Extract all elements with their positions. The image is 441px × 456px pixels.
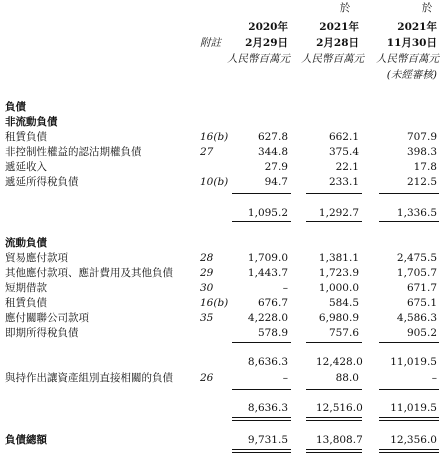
row-value: –: [282, 282, 288, 294]
row-value: 6,980.9: [318, 312, 359, 324]
row-value: 1,709.0: [247, 252, 288, 264]
double-rule: [232, 417, 291, 421]
row-label: 其他應付款項、應計費用及其他負債: [5, 267, 173, 279]
double-rule: [306, 449, 362, 453]
row-value: 578.9: [257, 327, 288, 339]
current-subtotal: 12,428.0: [316, 356, 363, 368]
row-value: 584.5: [328, 297, 359, 309]
liabilities-title: 負債: [5, 101, 26, 113]
rule: [232, 342, 291, 343]
row-value: 905.2: [406, 327, 437, 339]
row-label: 應付關聯公司款項: [5, 312, 89, 324]
rule: [379, 221, 439, 222]
row-value: 1,705.7: [396, 267, 437, 279]
header-unit-col2: 人民幣百萬元: [301, 53, 364, 65]
noncurrent-title: 非流動負債: [5, 116, 58, 128]
row-value: 1,723.9: [318, 267, 359, 279]
row-value: 94.7: [264, 176, 288, 188]
row-label: 短期借款: [5, 282, 47, 294]
row-value: 4,228.0: [247, 312, 288, 324]
row-label: 遞延所得稅負債: [5, 176, 79, 188]
noncurrent-total: 1,095.2: [247, 207, 288, 219]
rule: [379, 193, 439, 194]
header-extra-col3: (未經審核): [386, 69, 437, 81]
row-value: 375.4: [328, 146, 359, 158]
grand-total-label: 負債總額: [5, 434, 47, 446]
row-value: 27.9: [264, 161, 288, 173]
current-total: 12,516.0: [316, 402, 363, 414]
row-note: 30: [200, 282, 214, 294]
row-value: –: [282, 372, 288, 384]
header-unit-col1: 人民幣百萬元: [227, 53, 290, 65]
row-value: 22.1: [335, 161, 359, 173]
rule: [379, 389, 439, 390]
row-note: 29: [200, 267, 214, 279]
header-date-col3: 11月30日: [386, 37, 437, 49]
row-value: 1,000.0: [318, 282, 359, 294]
current-subtotal: 11,019.5: [390, 356, 437, 368]
header-unit-col3: 人民幣百萬元: [376, 53, 439, 65]
row-value: 671.7: [406, 282, 437, 294]
grand-total-value: 12,356.0: [390, 434, 437, 446]
rule: [306, 221, 362, 222]
row-value: 1,443.7: [247, 267, 288, 279]
row-label: 非控制性權益的認沽期權負債: [5, 146, 142, 158]
row-label: 遞延收入: [5, 161, 47, 173]
row-value: –: [431, 372, 437, 384]
rule: [232, 193, 291, 194]
row-label: 貿易應付款項: [5, 252, 68, 264]
double-rule: [379, 417, 439, 421]
row-note: 27: [200, 146, 214, 158]
row-value: 398.3: [406, 146, 437, 158]
row-note: 10(b): [200, 176, 229, 188]
row-label: 租賃負債: [5, 131, 47, 143]
row-value: 757.6: [328, 327, 359, 339]
row-value: 1,381.1: [318, 252, 359, 264]
row-value: 17.8: [413, 161, 437, 173]
row-value: 88.0: [335, 372, 359, 384]
row-value: 707.9: [406, 131, 437, 143]
row-label: 即期所得稅負債: [5, 327, 79, 339]
header-year-col1: 2020年: [248, 21, 288, 33]
row-value: 662.1: [328, 131, 359, 143]
header-year-col3: 2021年: [397, 21, 437, 33]
grand-total-value: 13,808.7: [316, 434, 363, 446]
row-value: 4,586.3: [396, 312, 437, 324]
row-label: 租賃負債: [5, 297, 47, 309]
header-date-col1: 2月29日: [245, 37, 288, 49]
row-value: 676.7: [257, 297, 288, 309]
double-rule: [379, 449, 439, 453]
double-rule: [306, 417, 362, 421]
row-note: 35: [200, 312, 214, 324]
rule: [379, 342, 439, 343]
row-value: 675.1: [406, 297, 437, 309]
double-rule: [232, 449, 291, 453]
rule: [232, 389, 291, 390]
header-yu-2: 於: [421, 2, 433, 14]
rule: [232, 221, 291, 222]
current-subtotal: 8,636.3: [247, 356, 288, 368]
noncurrent-total: 1,292.7: [318, 207, 359, 219]
rule: [306, 342, 362, 343]
header-year-col2: 2021年: [319, 21, 359, 33]
current-title: 流動負債: [5, 237, 47, 249]
row-note: 16(b): [200, 131, 229, 143]
header-note-label: 附註: [200, 37, 221, 49]
grand-total-value: 9,731.5: [247, 434, 288, 446]
current-total: 8,636.3: [247, 402, 288, 414]
rule: [306, 193, 362, 194]
row-note: 26: [200, 372, 214, 384]
row-value: 212.5: [406, 176, 437, 188]
rule: [306, 389, 362, 390]
current-total: 11,019.5: [390, 402, 437, 414]
header-yu-1: 於: [339, 2, 351, 14]
noncurrent-total: 1,336.5: [396, 207, 437, 219]
row-value: 2,475.5: [396, 252, 437, 264]
row-note: 28: [200, 252, 214, 264]
header-date-col2: 2月28日: [316, 37, 359, 49]
row-value: 627.8: [257, 131, 288, 143]
row-value: 344.8: [257, 146, 288, 158]
row-note: 16(b): [200, 297, 229, 309]
row-label: 與持作出讓資產組別直接相關的負債: [5, 372, 173, 384]
row-value: 233.1: [328, 176, 359, 188]
